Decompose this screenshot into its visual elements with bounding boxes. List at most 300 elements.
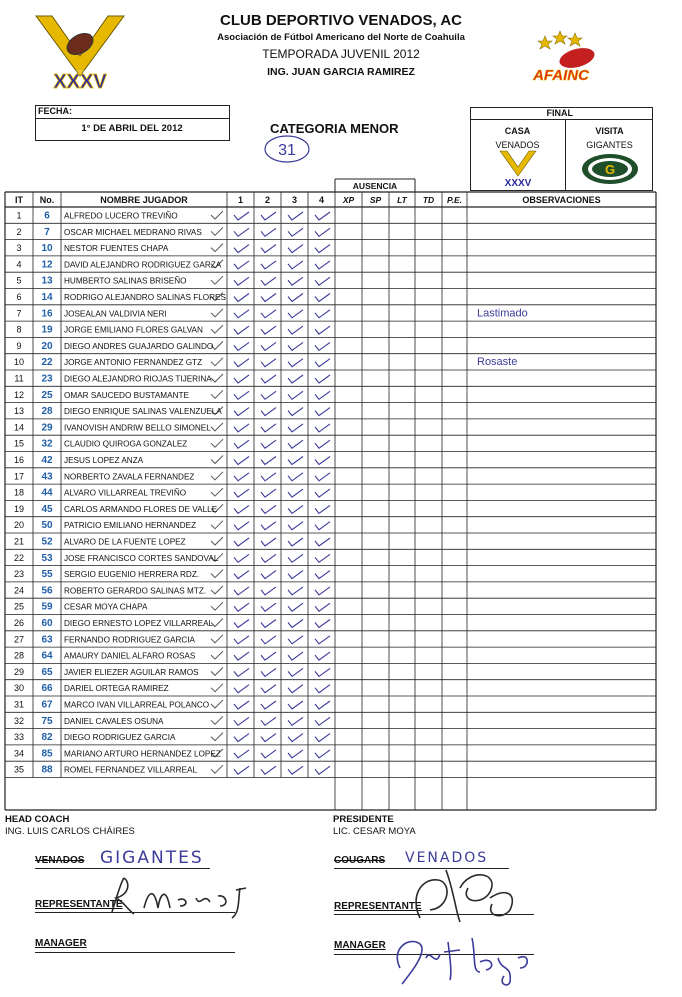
row-index: 12 — [13, 389, 25, 400]
row-index: 23 — [13, 569, 25, 580]
attendance-check-mark — [288, 391, 303, 399]
fecha-label: FECHA: — [38, 106, 72, 116]
attendance-check-mark — [261, 522, 276, 530]
name-check-mark — [211, 211, 223, 219]
right-manager-signature — [380, 928, 560, 988]
name-check-mark — [211, 537, 223, 545]
jersey-number: 67 — [41, 699, 53, 711]
jersey-number: 16 — [41, 308, 53, 320]
attendance-check-mark — [261, 766, 276, 774]
attendance-check-mark — [261, 424, 276, 432]
jersey-number: 75 — [41, 715, 53, 727]
attendance-check-mark — [261, 457, 276, 465]
attendance-check-mark — [288, 277, 303, 285]
row-index: 34 — [13, 748, 25, 759]
attendance-check-mark — [315, 620, 330, 628]
head-coach-name: ING. LUIS CARLOS CHÁIRES — [5, 826, 135, 837]
name-check-mark — [211, 358, 223, 366]
final-label: FINAL — [546, 108, 573, 118]
row-index: 31 — [13, 699, 25, 710]
row-index: 3 — [16, 243, 22, 254]
right-logo-text: AFAINC — [533, 67, 589, 84]
attendance-check-mark — [261, 310, 276, 318]
name-check-mark — [211, 244, 223, 252]
attendance-check-mark — [288, 310, 303, 318]
attendance-check-mark — [288, 342, 303, 350]
attendance-check-mark — [261, 652, 276, 660]
column-header: 1 — [237, 195, 244, 205]
row-index: 6 — [16, 292, 22, 302]
attendance-check-mark — [261, 473, 276, 481]
right-team-handwritten: VENADOS — [405, 850, 489, 866]
left-team-handwritten: GIGANTES — [100, 848, 204, 868]
attendance-check-mark — [261, 505, 276, 513]
attendance-check-mark — [315, 391, 330, 399]
attendance-check-mark — [234, 734, 249, 742]
attendance-check-mark — [261, 603, 276, 611]
attendance-check-mark — [261, 750, 276, 758]
row-index: 22 — [13, 552, 25, 563]
attendance-check-mark — [234, 245, 249, 253]
attendance-check-mark — [288, 359, 303, 367]
column-header: LT — [397, 195, 407, 205]
attendance-check-mark — [288, 212, 303, 220]
attendance-check-mark — [288, 636, 303, 644]
column-header: SP — [369, 195, 382, 205]
column-header: OBSERVACIONES — [522, 195, 601, 205]
attendance-check-mark — [315, 294, 330, 302]
attendance-check-mark — [261, 440, 276, 448]
attendance-check-mark — [234, 717, 249, 725]
attendance-check-mark — [261, 587, 276, 595]
attendance-check-mark — [261, 375, 276, 383]
attendance-check-mark — [234, 457, 249, 465]
attendance-check-mark — [261, 261, 276, 269]
name-check-mark — [211, 374, 223, 382]
jersey-number: 42 — [41, 455, 53, 466]
column-header: IT — [15, 195, 23, 205]
row-index: 35 — [13, 764, 25, 775]
attendance-check-mark — [234, 489, 249, 497]
jersey-number: 52 — [41, 536, 53, 548]
visita-label: VISITA — [595, 126, 624, 136]
left-team-underline — [35, 868, 210, 869]
row-index: 5 — [16, 275, 22, 286]
attendance-check-mark — [315, 375, 330, 383]
attendance-check-mark — [315, 750, 330, 758]
attendance-check-mark — [315, 505, 330, 513]
attendance-check-mark — [234, 652, 249, 660]
row-index: 16 — [13, 455, 25, 465]
attendance-check-mark — [288, 424, 303, 432]
attendance-check-mark — [288, 668, 303, 676]
name-check-mark — [211, 456, 223, 464]
left-representante-label: REPRESENTANTE — [35, 899, 123, 910]
casa-team: VENADOS — [495, 140, 540, 150]
jersey-number: 85 — [41, 748, 53, 760]
attendance-check-mark — [234, 636, 249, 644]
left-team-printed: VENADOS — [35, 855, 85, 866]
row-index: 32 — [13, 715, 25, 726]
attendance-check-mark — [315, 489, 330, 497]
attendance-check-mark — [288, 571, 303, 579]
name-check-mark — [211, 325, 223, 333]
attendance-check-mark — [234, 228, 249, 236]
player-name: JORGE ANTONIO FERNANDEZ GTZ — [64, 358, 203, 368]
attendance-check-mark — [234, 620, 249, 628]
attendance-check-mark — [261, 342, 276, 350]
attendance-check-mark — [315, 717, 330, 725]
jersey-number: 82 — [41, 732, 53, 744]
right-representante-signature — [390, 858, 530, 928]
attendance-check-mark — [288, 375, 303, 383]
player-name: PATRICIO EMILIANO HERNANDEZ — [64, 521, 197, 531]
attendance-check-mark — [234, 538, 249, 546]
row-index: 2 — [16, 226, 22, 237]
attendance-check-mark — [288, 408, 303, 416]
attendance-check-mark — [261, 489, 276, 497]
player-name: AMAURY DANIEL ALFARO ROSAS — [64, 651, 196, 661]
attendance-check-mark — [234, 359, 249, 367]
attendance-check-mark — [261, 636, 276, 644]
attendance-check-mark — [261, 212, 276, 220]
row-index: 19 — [13, 503, 25, 514]
attendance-check-mark — [288, 228, 303, 236]
attendance-check-mark — [234, 294, 249, 302]
jersey-number: 29 — [41, 422, 53, 434]
category-handwritten-number: 31 — [278, 142, 296, 159]
attendance-check-mark — [288, 652, 303, 660]
name-check-mark — [211, 439, 223, 447]
jersey-number: 55 — [41, 569, 53, 581]
attendance-check-mark — [261, 620, 276, 628]
attendance-check-mark — [234, 522, 249, 530]
player-name: RODRIGO ALEJANDRO SALINAS FLORES — [64, 293, 226, 302]
attendance-check-mark — [234, 440, 249, 448]
column-header: P.E. — [447, 195, 462, 205]
row-index: 4 — [16, 259, 22, 270]
column-header: 4 — [318, 195, 325, 205]
row-index: 24 — [13, 585, 25, 596]
club-subtitle: Asociación de Fútbol Americano del Norte de Coahuila — [217, 32, 465, 43]
jersey-number: 45 — [41, 503, 53, 515]
attendance-check-mark — [288, 750, 303, 758]
column-header: 3 — [291, 195, 298, 205]
attendance-check-mark — [288, 620, 303, 628]
name-check-mark — [211, 521, 223, 529]
row-index: 30 — [13, 683, 25, 694]
attendance-check-mark — [315, 310, 330, 318]
row-index: 7 — [16, 308, 22, 319]
attendance-check-mark — [234, 375, 249, 383]
player-name: CARLOS ARMANDO FLORES DE VALLE — [64, 504, 218, 514]
player-name: DARIEL ORTEGA RAMIREZ — [64, 684, 169, 694]
jersey-number: 20 — [41, 340, 53, 352]
row-index: 13 — [13, 406, 25, 417]
attendance-check-mark — [234, 505, 249, 513]
season-title: TEMPORADA JUVENIL 2012 — [262, 47, 420, 61]
attendance-check-mark — [315, 261, 330, 269]
column-header: 2 — [264, 195, 271, 205]
jersey-number: 66 — [41, 683, 53, 695]
player-name: DIEGO RODRIGUEZ GARCIA — [64, 733, 176, 743]
attendance-check-mark — [315, 571, 330, 579]
player-name: ROBERTO GERARDO SALINAS MTZ. — [64, 586, 207, 596]
attendance-check-mark — [261, 294, 276, 302]
observation-note: Rosaste — [477, 356, 518, 369]
jersey-number: 63 — [41, 634, 53, 646]
name-check-mark — [211, 716, 223, 724]
row-index: 28 — [13, 650, 25, 661]
attendance-check-mark — [288, 717, 303, 725]
jersey-number: 19 — [41, 324, 53, 336]
player-name: CLAUDIO QUIROGA GONZALEZ — [64, 439, 188, 449]
row-index: 17 — [13, 471, 25, 482]
casa-label: CASA — [504, 126, 531, 136]
player-name: ROMEL FERNANDEZ VILLARREAL — [64, 765, 198, 775]
name-check-mark — [211, 765, 223, 773]
attendance-check-mark — [315, 440, 330, 448]
attendance-check-mark — [315, 522, 330, 530]
attendance-check-mark — [315, 636, 330, 644]
attendance-check-mark — [315, 228, 330, 236]
attendance-check-mark — [234, 603, 249, 611]
column-header: NOMBRE JUGADOR — [100, 195, 188, 205]
head-coach-label: HEAD COACH — [5, 814, 70, 825]
left-manager-label: MANAGER — [35, 938, 87, 949]
jersey-number: 56 — [41, 585, 53, 597]
player-name: CESAR MOYA CHAPA — [64, 602, 148, 612]
attendance-check-mark — [234, 391, 249, 399]
player-name: DAVID ALEJANDRO RODRIGUEZ GARZA — [64, 260, 222, 270]
attendance-check-mark — [315, 277, 330, 285]
observation-note: Lastimado — [477, 307, 528, 320]
jersey-number: 10 — [41, 243, 53, 255]
player-name: JOSE FRANCISCO CORTES SANDOVAL — [64, 553, 219, 563]
name-check-mark — [211, 570, 223, 578]
attendance-check-mark — [288, 522, 303, 530]
player-name: DIEGO ALEJANDRO RIOJAS TIJERINA — [64, 374, 212, 384]
jersey-number: 53 — [41, 552, 53, 564]
attendance-check-mark — [234, 571, 249, 579]
player-name: SERGIO EUGENIO HERRERA RDZ. — [64, 570, 200, 580]
attendance-check-mark — [315, 212, 330, 220]
fecha-value: 1° DE ABRIL DEL 2012 — [81, 123, 183, 134]
attendance-check-mark — [261, 668, 276, 676]
attendance-check-mark — [315, 457, 330, 465]
jersey-number: 7 — [44, 226, 50, 238]
jersey-number: 22 — [41, 357, 53, 369]
attendance-check-mark — [315, 766, 330, 774]
player-name: JAVIER ELIEZER AGUILAR RAMOS — [64, 667, 199, 677]
attendance-check-mark — [288, 326, 303, 334]
visita-logo-letter: G — [604, 162, 616, 177]
player-name: JESUS LOPEZ ANZA — [64, 456, 144, 465]
player-name: DIEGO ENRIQUE SALINAS VALENZUELA — [64, 407, 222, 417]
row-index: 21 — [13, 536, 25, 547]
row-index: 18 — [13, 487, 25, 498]
visita-team: GIGANTES — [586, 140, 633, 150]
attendance-check-mark — [288, 554, 303, 562]
player-name: ALVARO VILLARREAL TREVIÑO — [64, 488, 187, 498]
attendance-check-mark — [315, 587, 330, 595]
row-index: 27 — [13, 634, 25, 645]
jersey-number: 60 — [41, 618, 53, 629]
name-check-mark — [211, 684, 223, 692]
column-header: XP — [342, 195, 355, 205]
name-check-mark — [211, 700, 223, 708]
attendance-check-mark — [288, 766, 303, 774]
attendance-check-mark — [315, 359, 330, 367]
attendance-check-mark — [234, 212, 249, 220]
jersey-number: 59 — [41, 601, 53, 613]
left-manager-line — [35, 952, 235, 953]
row-index: 26 — [13, 618, 25, 628]
attendance-check-mark — [315, 342, 330, 350]
left-logo-text: XXXV — [53, 71, 107, 92]
name-check-mark — [211, 276, 223, 284]
attendance-check-mark — [315, 424, 330, 432]
name-check-mark — [211, 390, 223, 398]
attendance-check-mark — [315, 326, 330, 334]
player-name: JORGE EMILIANO FLORES GALVAN — [64, 325, 203, 335]
club-title: CLUB DEPORTIVO VENADOS, AC — [220, 12, 462, 29]
attendance-check-mark — [234, 277, 249, 285]
right-representante-label: REPRESENTANTE — [334, 901, 422, 912]
attendance-check-mark — [234, 766, 249, 774]
attendance-check-mark — [234, 554, 249, 562]
name-check-mark — [211, 488, 223, 496]
attendance-check-mark — [288, 587, 303, 595]
row-index: 14 — [13, 422, 25, 433]
row-index: 20 — [13, 520, 25, 531]
row-index: 15 — [13, 438, 25, 449]
player-name: FERNANDO RODRIGUEZ GARCIA — [64, 635, 196, 645]
player-name: DIEGO ANDRES GUAJARDO GALINDO — [64, 341, 214, 351]
attendance-check-mark — [315, 668, 330, 676]
attendance-check-mark — [315, 652, 330, 660]
player-name: OMAR SAUCEDO BUSTAMANTE — [64, 390, 189, 400]
attendance-check-mark — [315, 408, 330, 416]
attendance-check-mark — [315, 685, 330, 693]
attendance-check-mark — [288, 473, 303, 481]
attendance-check-mark — [261, 245, 276, 253]
ausencia-header: AUSENCIA — [352, 181, 398, 191]
attendance-check-mark — [261, 228, 276, 236]
jersey-number: 32 — [41, 438, 53, 450]
player-name: JOSEALAN VALDIVIA NERI — [64, 309, 167, 319]
player-name: MARIANO ARTURO HERNANDEZ LOPEZ — [64, 749, 221, 759]
row-index: 11 — [14, 373, 24, 384]
jersey-number: 6 — [44, 210, 50, 222]
attendance-check-mark — [288, 685, 303, 693]
attendance-check-mark — [234, 261, 249, 269]
attendance-check-mark — [234, 310, 249, 318]
attendance-check-mark — [261, 277, 276, 285]
column-header: No. — [39, 195, 55, 205]
name-check-mark — [211, 667, 223, 675]
attendance-check-mark — [315, 603, 330, 611]
attendance-check-mark — [261, 408, 276, 416]
player-name: HUMBERTO SALINAS BRISEÑO — [64, 276, 187, 286]
player-name: OSCAR MICHAEL MEDRANO RIVAS — [64, 227, 202, 237]
attendance-check-mark — [288, 440, 303, 448]
attendance-check-mark — [261, 701, 276, 709]
column-header: TD — [422, 195, 435, 205]
row-index: 25 — [13, 601, 25, 612]
attendance-check-mark — [234, 668, 249, 676]
attendance-check-mark — [288, 489, 303, 497]
name-check-mark — [211, 227, 223, 235]
jersey-number: 28 — [41, 406, 53, 418]
presidente-label: PRESIDENTE — [333, 814, 394, 825]
player-name: ALFREDO LUCERO TREVIÑO — [64, 211, 178, 221]
attendance-check-mark — [234, 750, 249, 758]
attendance-check-mark — [261, 554, 276, 562]
left-representante-signature — [100, 872, 280, 920]
attendance-check-mark — [288, 294, 303, 302]
name-check-mark — [211, 309, 223, 317]
attendance-check-mark — [315, 245, 330, 253]
attendance-check-mark — [261, 717, 276, 725]
attendance-check-mark — [315, 554, 330, 562]
row-index: 33 — [13, 732, 25, 743]
player-name: DANIEL CAVALES OSUNA — [64, 716, 164, 726]
player-name: MARCO IVAN VILLARREAL POLANCO — [64, 700, 210, 710]
attendance-check-mark — [261, 359, 276, 367]
player-name: ALVARO DE LA FUENTE LOPEZ — [64, 537, 186, 547]
casa-logo-text: XXXV — [504, 178, 532, 188]
attendance-check-mark — [234, 473, 249, 481]
attendance-check-mark — [234, 326, 249, 334]
player-name: IVANOVISH ANDRIW BELLO SIMONEL — [64, 423, 211, 433]
engineer-name: ING. JUAN GARCIA RAMIREZ — [267, 66, 415, 78]
category-title: CATEGORIA MENOR — [270, 121, 399, 136]
attendance-check-mark — [261, 391, 276, 399]
jersey-number: 64 — [41, 650, 53, 662]
attendance-check-mark — [234, 342, 249, 350]
jersey-number: 12 — [41, 259, 53, 271]
attendance-check-mark — [234, 701, 249, 709]
attendance-check-mark — [234, 408, 249, 416]
name-check-mark — [211, 635, 223, 643]
grid-text — [14, 181, 601, 776]
attendance-check-mark — [288, 701, 303, 709]
attendance-check-mark — [288, 734, 303, 742]
right-manager-label: MANAGER — [334, 940, 386, 951]
attendance-check-mark — [288, 245, 303, 253]
attendance-check-mark — [261, 685, 276, 693]
attendance-check-mark — [315, 538, 330, 546]
attendance-check-mark — [234, 685, 249, 693]
player-name: NORBERTO ZAVALA FERNANDEZ — [64, 472, 195, 482]
attendance-check-mark — [261, 538, 276, 546]
attendance-check-mark — [288, 261, 303, 269]
attendance-check-mark — [261, 734, 276, 742]
jersey-number: 25 — [41, 389, 53, 401]
attendance-check-mark — [288, 538, 303, 546]
name-check-mark — [211, 586, 223, 594]
jersey-number: 23 — [41, 373, 53, 385]
right-team-printed: COUGARS — [334, 855, 386, 866]
presidente-name: LIC. CESAR MOYA — [333, 826, 416, 837]
name-check-mark — [211, 423, 223, 431]
attendance-check-mark — [315, 734, 330, 742]
jersey-number: 50 — [41, 520, 53, 532]
player-name: NESTOR FUENTES CHAPA — [64, 244, 169, 254]
jersey-number: 44 — [41, 487, 53, 499]
row-index: 29 — [13, 666, 25, 677]
